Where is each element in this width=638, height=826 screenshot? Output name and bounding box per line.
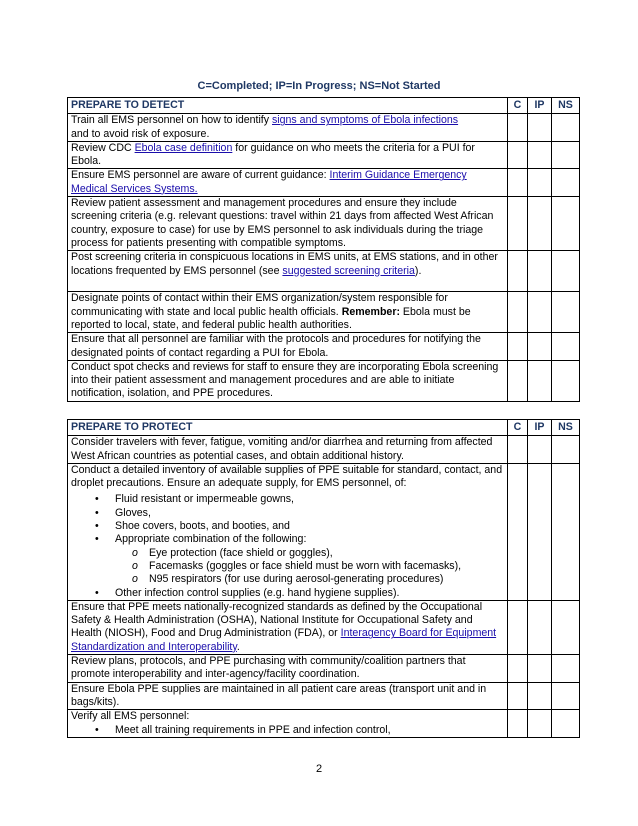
list-item: o Eye protection (face shield or goggles), [149, 547, 504, 560]
status-cell-in-progress[interactable] [528, 655, 552, 683]
table-row [68, 333, 580, 361]
status-cell-not-started[interactable] [552, 197, 580, 251]
status-cell-completed[interactable] [508, 360, 528, 401]
status-cell-not-started[interactable] [552, 169, 580, 197]
status-cell-completed[interactable] [508, 292, 528, 333]
table-row [68, 655, 580, 683]
column-in-progress: IP [528, 98, 552, 114]
section-title: PREPARE TO PROTECT [68, 420, 508, 436]
list-item: • Other infection control supplies (e.g. hand hygiene supplies). [115, 587, 504, 600]
status-cell-completed[interactable] [508, 600, 528, 654]
status-cell-in-progress[interactable] [528, 682, 552, 710]
status-cell-not-started[interactable] [552, 463, 580, 600]
list-item: • Meet all training requirements in PPE and infection control, [115, 724, 504, 737]
status-cell-completed[interactable] [508, 197, 528, 251]
status-cell-in-progress[interactable] [528, 463, 552, 600]
status-cell-not-started[interactable] [552, 682, 580, 710]
status-cell-completed[interactable] [508, 682, 528, 710]
task-text: Conduct spot checks and reviews for staff to ensure they are incorporating Ebola screening into their patient assessment and management procedures and are able to initiate notification, isolation, and PPE procedures. [68, 360, 508, 401]
status-cell-not-started[interactable] [552, 360, 580, 401]
task-text: Review plans, protocols, and PPE purchasing with community/coalition partners that promote interoperability and inter-agency/facility coordination. [68, 655, 508, 683]
status-cell-completed[interactable] [508, 169, 528, 197]
status-cell-not-started[interactable] [552, 251, 580, 292]
task-text: Review CDC Ebola case definition for guidance on who meets the criteria for a PUI for Ebola. [68, 141, 508, 169]
verify-intro: Verify all EMS personnel: [71, 710, 190, 723]
table-row [68, 710, 580, 738]
table-header-row [68, 98, 580, 114]
list-item: • Gloves, [115, 507, 504, 520]
list-item: o Facemasks (goggles or face shield must be worn with facemasks), [149, 560, 504, 573]
table-header-row [68, 420, 580, 436]
status-cell-in-progress[interactable] [528, 710, 552, 738]
status-cell-in-progress[interactable] [528, 251, 552, 292]
column-not-started: NS [552, 420, 580, 436]
status-cell-completed[interactable] [508, 141, 528, 169]
task-text: Ensure that all personnel are familiar with the protocols and procedures for notifying the designated points of contact regarding a PUI for Ebola. [68, 333, 508, 361]
task-text: Designate points of contact within their EMS organization/system responsible for communicating with state and local public health officials. Remember: Ebola must be reported to local, state, and federal public health authorities. [68, 292, 508, 333]
status-legend: C=Completed; IP=In Progress; NS=Not Started [197, 80, 441, 92]
interim-guidance-link[interactable]: Interim Guidance Emergency Medical Services Systems. [71, 169, 467, 195]
status-cell-in-progress[interactable] [528, 114, 552, 142]
status-cell-completed[interactable] [508, 463, 528, 600]
status-cell-not-started[interactable] [552, 333, 580, 361]
table-row [68, 169, 580, 197]
verify-list [71, 724, 504, 737]
protect-checklist-table [67, 419, 580, 738]
status-cell-not-started[interactable] [552, 114, 580, 142]
table-row [68, 682, 580, 710]
status-cell-completed[interactable] [508, 655, 528, 683]
task-text [68, 463, 508, 600]
status-cell-in-progress[interactable] [528, 292, 552, 333]
task-text: Ensure that PPE meets nationally-recognized standards as defined by the Occupational Safety & Health Administration (OSHA), National Institute for Occupational Safety and Health (NIOSH), Food and Drug Administration (FDA), or Interagency Board for Equipment Standardization and Interoperability. [68, 600, 508, 654]
status-cell-in-progress[interactable] [528, 436, 552, 464]
status-cell-not-started[interactable] [552, 710, 580, 738]
task-text: Ensure EMS personnel are aware of current guidance: Interim Guidance Emergency Medical Services Systems. [68, 169, 508, 197]
task-text: Consider travelers with fever, fatigue, vomiting and/or diarrhea and returning from affected West African countries as potential cases, and obtain additional history. [68, 436, 508, 464]
task-text: Post screening criteria in conspicuous locations in EMS units, at EMS stations, and in other locations frequented by EMS personnel (see suggested screening criteria). [68, 251, 508, 292]
detect-checklist-table [67, 97, 580, 402]
task-text: Train all EMS personnel on how to identify signs and symptoms of Ebola infections and to avoid risk of exposure. [68, 114, 508, 142]
status-cell-completed[interactable] [508, 333, 528, 361]
status-cell-in-progress[interactable] [528, 169, 552, 197]
status-cell-in-progress[interactable] [528, 141, 552, 169]
signs-symptoms-link[interactable]: signs and symptoms of Ebola infections [272, 114, 459, 127]
status-cell-not-started[interactable] [552, 141, 580, 169]
ppe-sublist [115, 547, 504, 587]
status-cell-completed[interactable] [508, 251, 528, 292]
status-cell-not-started[interactable] [552, 436, 580, 464]
status-cell-not-started[interactable] [552, 292, 580, 333]
task-text: Review patient assessment and management procedures and ensure they include screening criteria (e.g. relevant questions: travel within 21 days from affected West African country, exposure to case) for use by EMS personnel to ask individuals during the triage process for patients presenting with compatible symptoms. [68, 197, 508, 251]
status-cell-not-started[interactable] [552, 600, 580, 654]
column-not-started: NS [552, 98, 580, 114]
column-completed: C [508, 98, 528, 114]
table-row [68, 197, 580, 251]
screening-criteria-link[interactable]: suggested screening criteria [282, 264, 415, 277]
list-item: • Appropriate combination of the following: o Eye protection (face shield or goggles), o Facemasks (goggles or face shield must be worn with facemasks), o N95 respirators (for use during aerosol-generating procedures) [115, 533, 504, 586]
status-cell-completed[interactable] [508, 114, 528, 142]
table-row [68, 292, 580, 333]
table-row [68, 463, 580, 600]
section-title: PREPARE TO DETECT [68, 98, 508, 114]
status-cell-in-progress[interactable] [528, 197, 552, 251]
table-row [68, 436, 580, 464]
inventory-intro: Conduct a detailed inventory of available supplies of PPE suitable for standard, contact, and droplet precautions. Ensure an adequate supply, for EMS personnel, of: [71, 463, 503, 490]
list-item: • Shoe covers, boots, and booties, and [115, 520, 504, 533]
ppe-list [71, 493, 504, 599]
status-cell-not-started[interactable] [552, 655, 580, 683]
status-cell-in-progress[interactable] [528, 600, 552, 654]
table-row [68, 141, 580, 169]
column-in-progress: IP [528, 420, 552, 436]
task-text: Ensure Ebola PPE supplies are maintained in all patient care areas (transport unit and in bags/kits). [68, 682, 508, 710]
list-item: o N95 respirators (for use during aerosol-generating procedures) [149, 573, 504, 586]
interagency-board-link[interactable]: Interagency Board for Equipment Standardization and Interoperability [71, 627, 497, 653]
table-row [68, 251, 580, 292]
table-row [68, 114, 580, 142]
table-row [68, 600, 580, 654]
status-cell-completed[interactable] [508, 710, 528, 738]
list-item: • Fluid resistant or impermeable gowns, [115, 493, 504, 506]
status-cell-in-progress[interactable] [528, 333, 552, 361]
case-definition-link[interactable]: Ebola case definition [134, 141, 233, 154]
page-number: 2 [315, 763, 323, 775]
column-completed: C [508, 420, 528, 436]
status-cell-completed[interactable] [508, 436, 528, 464]
status-cell-in-progress[interactable] [528, 360, 552, 401]
table-row [68, 360, 580, 401]
task-text [68, 710, 508, 738]
